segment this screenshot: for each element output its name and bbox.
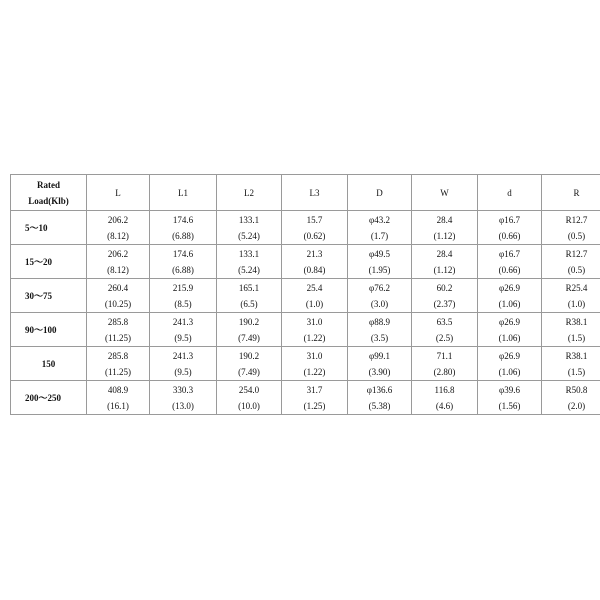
header-rated-load [11,175,87,211]
value-inch: (3.5) [370,332,389,343]
table-row [11,347,600,381]
value-mm: 408.9 [107,384,129,395]
value-inch: (5.24) [238,264,260,275]
value-inch: (1.12) [433,264,456,275]
cell-l [87,245,150,279]
cell-d-upper [348,245,412,279]
value-inch: (11.25) [105,332,131,343]
cell-l [87,211,150,245]
value-inch: (5.38) [368,400,391,411]
cell-l2 [217,211,282,245]
cell-w [412,381,478,415]
value-mm: 241.3 [172,316,194,327]
value-mm: 60.2 [436,282,453,293]
value-inch: (1.56) [498,400,521,411]
value-inch: (0.66) [498,230,521,241]
value-inch: (5.24) [238,230,260,241]
rated-load-cell [11,211,87,245]
value-mm: 190.2 [238,316,260,327]
cell-d-lower [478,313,542,347]
value-mm: 174.6 [172,214,194,225]
rated-load-cell [11,279,87,313]
value-inch: (1.5) [567,366,586,377]
value-mm: 116.8 [434,384,455,395]
value-mm: R25.4 [565,282,588,293]
value-inch: (2.5) [435,332,454,343]
cell-l3 [282,245,348,279]
value-inch: (0.5) [567,230,586,241]
value-inch: (1.0) [567,298,586,309]
header-rated-line2: Load(Klb) [28,195,69,206]
value-inch: (13.0) [172,400,194,411]
table-row [11,245,600,279]
cell-l2 [217,347,282,381]
header-col-d-lower: d [478,175,542,211]
value-inch: (3.90) [368,366,391,377]
value-mm: R38.1 [565,350,588,361]
value-mm: 31.0 [306,316,323,327]
rated-load-value: 90～100 [25,324,57,335]
value-inch: (2.0) [567,400,586,411]
value-mm: 285.8 [107,316,129,327]
cell-l2 [217,245,282,279]
value-mm: 260.4 [107,282,129,293]
value-mm: 21.3 [306,248,323,259]
cell-d-lower [478,211,542,245]
value-inch: (0.66) [498,264,521,275]
value-mm: 63.5 [436,316,453,327]
cell-l2 [217,279,282,313]
rated-load-value: 30～75 [25,290,53,301]
cell-d-upper [348,313,412,347]
value-mm: 165.1 [238,282,260,293]
cell-r [542,279,600,313]
value-inch: (1.95) [368,264,391,275]
value-mm: φ39.6 [499,384,520,395]
value-mm: φ76.2 [369,282,390,293]
value-inch: (9.5) [174,332,192,343]
cell-d-lower [478,381,542,415]
value-inch: (3.0) [370,298,389,309]
value-mm: φ49.5 [369,248,390,259]
header-col-l: L [87,175,150,211]
cell-l3 [282,211,348,245]
value-mm: R12.7 [565,248,588,259]
value-inch: (1.06) [498,298,521,309]
value-mm: φ99.1 [369,350,390,361]
value-inch: (6.88) [172,264,194,275]
value-mm: 206.2 [107,248,129,259]
cell-l1 [150,245,217,279]
value-mm: R38.1 [565,316,588,327]
cell-l2 [217,313,282,347]
header-col-l3: L3 [282,175,348,211]
value-mm: 190.2 [238,350,260,361]
cell-l [87,347,150,381]
rated-load-value: 15～20 [25,256,53,267]
cell-l1 [150,211,217,245]
value-inch: (1.25) [303,400,326,411]
rated-load-value: 5～10 [25,222,48,233]
cell-l [87,313,150,347]
cell-w [412,313,478,347]
header-row [11,175,600,211]
header-col-l1: L1 [150,175,217,211]
cell-l3 [282,381,348,415]
value-inch: (4.6) [435,400,454,411]
value-mm: 241.3 [172,350,194,361]
cell-d-lower [478,245,542,279]
value-inch: (8.12) [107,264,129,275]
value-mm: φ26.9 [499,282,520,293]
value-mm: 31.7 [306,384,323,395]
cell-r [542,313,600,347]
value-inch: (2.80) [433,366,456,377]
cell-d-lower [478,279,542,313]
value-mm: R50.8 [565,384,588,395]
rated-load-cell [11,313,87,347]
cell-l3 [282,347,348,381]
value-inch: (1.5) [567,332,586,343]
value-mm: 28.4 [436,214,453,225]
value-mm: 15.7 [306,214,323,225]
value-inch: (6.5) [240,298,258,309]
value-inch: (16.1) [107,400,129,411]
cell-d-lower [478,347,542,381]
value-mm: 254.0 [238,384,260,395]
cell-d-upper [348,381,412,415]
value-mm: 31.0 [306,350,323,361]
value-mm: φ26.9 [499,316,520,327]
cell-l1 [150,381,217,415]
value-inch: (1.22) [303,366,326,377]
table-row [11,381,600,415]
header-col-w: W [412,175,478,211]
value-inch: (1.06) [498,366,521,377]
cell-l1 [150,279,217,313]
cell-w [412,245,478,279]
value-mm: φ16.7 [499,248,520,259]
rated-load-cell [11,381,87,415]
value-mm: φ136.6 [366,384,393,395]
value-inch: (0.84) [303,264,326,275]
cell-w [412,211,478,245]
header-col-l2: L2 [217,175,282,211]
value-inch: (11.25) [105,366,131,377]
cell-l1 [150,347,217,381]
value-mm: 71.1 [436,350,453,361]
value-inch: (2.37) [433,298,456,309]
value-mm: 133.1 [238,214,260,225]
value-inch: (0.5) [567,264,586,275]
table-row [11,211,600,245]
value-inch: (1.7) [370,230,389,241]
value-inch: (10.0) [238,400,260,411]
value-mm: φ88.9 [369,316,390,327]
value-inch: (1.22) [303,332,326,343]
value-mm: 285.8 [107,350,129,361]
cell-r [542,211,600,245]
value-inch: (10.25) [104,298,132,309]
cell-r [542,381,600,415]
table-row [11,313,600,347]
cell-l1 [150,313,217,347]
value-mm: 133.1 [238,248,260,259]
value-inch: (1.06) [498,332,521,343]
table-row [11,279,600,313]
value-inch: (1.12) [433,230,456,241]
cell-d-upper [348,279,412,313]
value-inch: (7.49) [238,366,260,377]
rated-load-value: 200～250 [25,392,62,403]
value-inch: (0.62) [303,230,326,241]
header-col-r: R [542,175,600,211]
table-body [11,211,600,415]
value-inch: (6.88) [172,230,194,241]
cell-r [542,245,600,279]
rated-load-cell [11,347,87,381]
value-mm: 174.6 [172,248,194,259]
header-rated-line1: Rated [37,179,60,190]
value-mm: φ43.2 [369,214,390,225]
value-mm: φ26.9 [499,350,520,361]
value-mm: 330.3 [172,384,194,395]
cell-l3 [282,313,348,347]
dimension-spec-table [10,174,600,415]
value-mm: 206.2 [107,214,129,225]
value-mm: R12.7 [565,214,588,225]
cell-d-upper [348,347,412,381]
value-mm: 215.9 [172,282,194,293]
value-inch: (9.5) [174,366,192,377]
cell-w [412,279,478,313]
cell-l [87,279,150,313]
value-inch: (1.0) [305,298,324,309]
cell-d-upper [348,211,412,245]
value-inch: (8.12) [107,230,129,241]
value-inch: (8.5) [174,298,192,309]
cell-l2 [217,381,282,415]
value-inch: (7.49) [238,332,260,343]
header-col-d-upper: D [348,175,412,211]
value-mm: 28.4 [436,248,453,259]
cell-w [412,347,478,381]
rated-load-cell [11,245,87,279]
value-mm: φ16.7 [499,214,520,225]
cell-l [87,381,150,415]
cell-l3 [282,279,348,313]
value-mm: 25.4 [306,282,323,293]
rated-load-value: 150 [41,358,56,369]
cell-r [542,347,600,381]
